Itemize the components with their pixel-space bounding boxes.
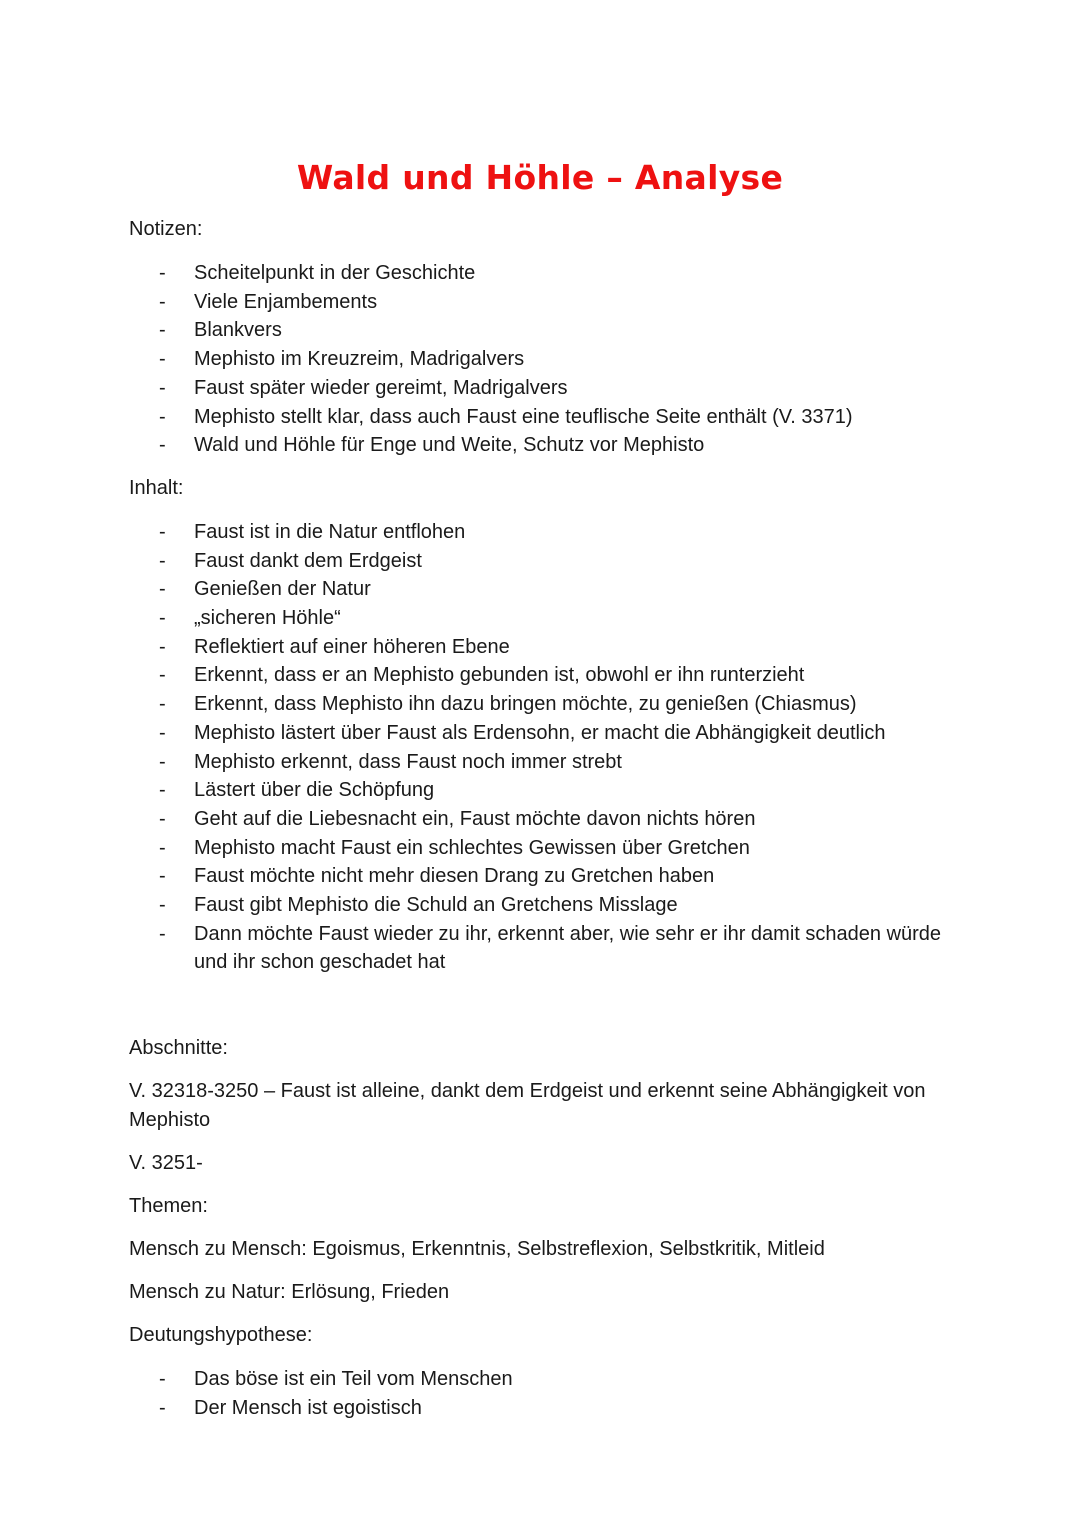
dash-bullet: - [159, 836, 166, 859]
dash-bullet: - [159, 1396, 166, 1419]
dash-bullet: - [159, 1368, 166, 1391]
list-item: - Viele Enjambements [129, 288, 959, 317]
thema-entry: Mensch zu Natur: Erlösung, Frieden [129, 1281, 450, 1304]
list-item: - Mephisto erkennt, dass Faust noch immer strebt [129, 748, 959, 777]
list-item: - „sicheren Höhle“ [129, 604, 959, 633]
list-item: - Mephisto im Kreuzreim, Madrigalvers [129, 345, 959, 374]
list-item: - Genießen der Natur [129, 575, 959, 604]
list-item: - Erkennt, dass Mephisto ihn dazu bringen möchte, zu genießen (Chiasmus) [129, 690, 959, 719]
list-item: - Mephisto macht Faust ein schlechtes Gewissen über Gretchen [129, 834, 959, 863]
list-item: - Dann möchte Faust wieder zu ihr, erkennt aber, wie sehr er ihr damit schaden würde und ihr schon geschadet hat [129, 920, 959, 977]
list-item: - Lästert über die Schöpfung [129, 776, 959, 805]
list-item: - Reflektiert auf einer höheren Ebene [129, 633, 959, 662]
dash-bullet: - [159, 607, 166, 630]
list-item: - Geht auf die Liebesnacht ein, Faust möchte davon nichts hören [129, 805, 959, 834]
abschnitte-heading: Abschnitte: [129, 1037, 228, 1060]
dash-bullet: - [159, 262, 166, 284]
page-title: Wald und Höhle – Analyse [296, 158, 784, 197]
deutung-list [129, 1365, 959, 1422]
dash-bullet: - [159, 549, 166, 572]
list-item: - Wald und Höhle für Enge und Weite, Schutz vor Mephisto [129, 431, 959, 460]
notizen-heading: Notizen: [129, 218, 203, 240]
dash-bullet: - [159, 721, 166, 744]
themen-heading: Themen: [129, 1195, 208, 1218]
dash-bullet: - [159, 635, 166, 658]
dash-bullet: - [159, 520, 166, 543]
list-item: - Der Mensch ist egoistisch [129, 1394, 959, 1423]
dash-bullet: - [159, 405, 166, 428]
dash-bullet: - [159, 693, 166, 716]
dash-bullet: - [159, 894, 166, 917]
dash-bullet: - [159, 922, 166, 945]
deutung-heading: Deutungshypothese: [129, 1324, 313, 1347]
list-item: - Das böse ist ein Teil vom Menschen [129, 1365, 959, 1394]
list-item: - Faust gibt Mephisto die Schuld an Gretchens Misslage [129, 891, 959, 920]
list-item: - Mephisto lästert über Faust als Erdensohn, er macht die Abhängigkeit deutlich [129, 719, 959, 748]
list-item: - Faust ist in die Natur entflohen [129, 518, 959, 547]
dash-bullet: - [159, 779, 166, 802]
list-item: - Scheitelpunkt in der Geschichte [129, 259, 959, 288]
list-item: - Faust dankt dem Erdgeist [129, 547, 959, 576]
dash-bullet: - [159, 807, 166, 830]
dash-bullet: - [159, 290, 166, 313]
list-item: - Faust später wieder gereimt, Madrigalvers [129, 374, 959, 403]
thema-entry: Mensch zu Mensch: Egoismus, Erkenntnis, Selbstreflexion, Selbstkritik, Mitleid [129, 1238, 825, 1261]
dash-bullet: - [159, 348, 166, 371]
list-item: - Blankvers [129, 316, 959, 345]
dash-bullet: - [159, 750, 166, 773]
document-body [129, 215, 959, 1423]
dash-bullet: - [159, 319, 166, 342]
notizen-list [129, 259, 959, 460]
dash-bullet: - [159, 664, 166, 687]
list-item: - Erkennt, dass er an Mephisto gebunden ist, obwohl er ihn runterzieht [129, 661, 959, 690]
dash-bullet: - [159, 578, 166, 601]
inhalt-heading: Inhalt: [129, 476, 184, 499]
dash-bullet: - [159, 865, 166, 888]
inhalt-list [129, 518, 959, 977]
abschnitt-entry: V. 32318-3250 – Faust ist alleine, dankt dem Erdgeist und erkennt seine Abhängigkeit von Mephisto [129, 1080, 926, 1132]
dash-bullet: - [159, 376, 166, 399]
list-item: - Mephisto stellt klar, dass auch Faust eine teuflische Seite enthält (V. 3371) [129, 403, 959, 432]
abschnitt-entry: V. 3251- [129, 1152, 203, 1175]
list-item: - Faust möchte nicht mehr diesen Drang zu Gretchen haben [129, 862, 959, 891]
dash-bullet: - [159, 434, 166, 457]
